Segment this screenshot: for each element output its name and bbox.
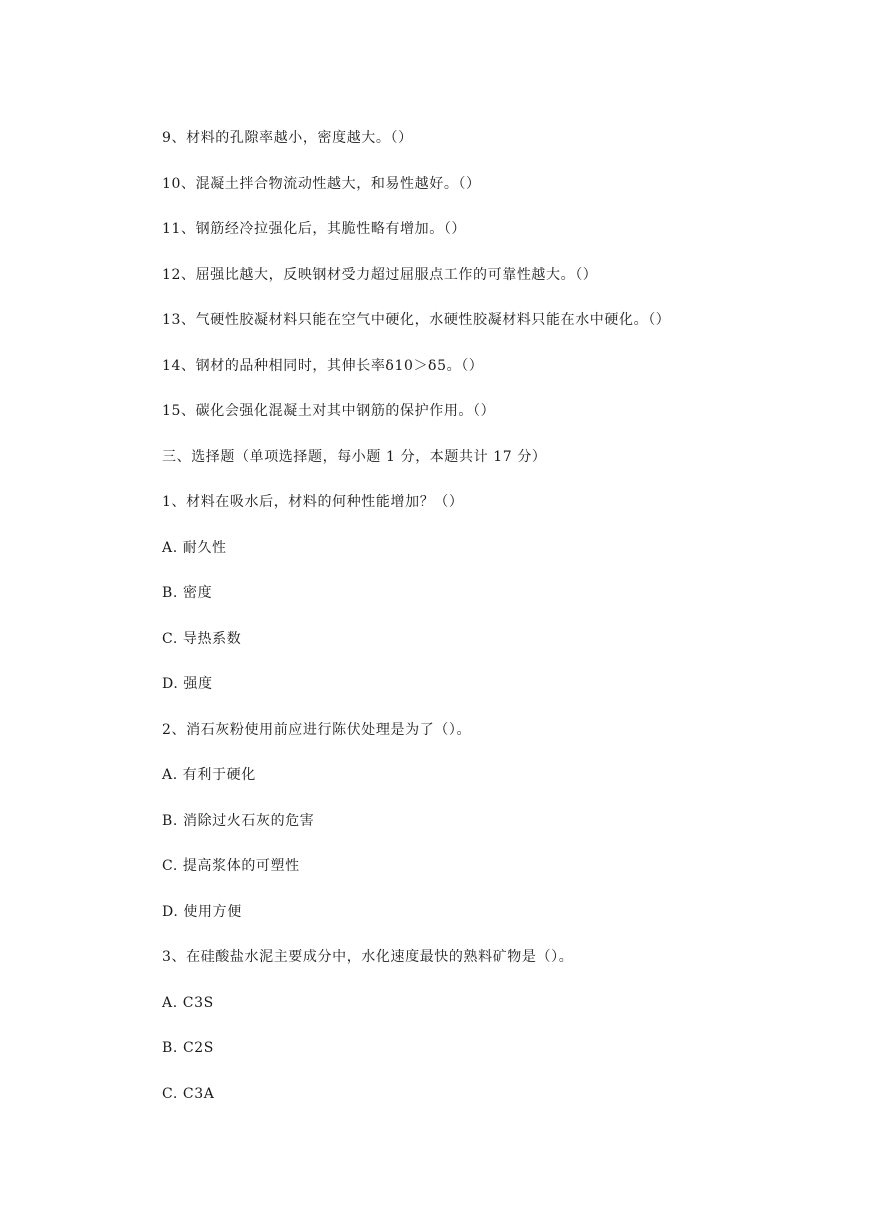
question-9: 9、材料的孔隙率越小，密度越大。（） [162,130,413,146]
choice-1-option-d: D. 强度 [162,676,213,692]
question-10: 10、混凝土拌合物流动性越大，和易性越好。（） [162,175,481,192]
question-11: 11、钢筋经冷拉强化后，其脆性略有增加。（） [162,221,467,237]
choice-3-option-c: C. C3A [162,1085,215,1102]
choice-question-1: 1、材料在吸水后，材料的何种性能增加？（） [162,494,464,510]
choice-1-option-c: C. 导热系数 [162,630,242,647]
choice-2-option-b: B. 消除过火石灰的危害 [162,812,315,829]
question-12: 12、屈强比越大，反映钢材受力超过屈服点工作的可靠性越大。（） [162,266,598,283]
choice-question-2: 2、消石灰粉使用前应进行陈伏处理是为了（）。 [162,721,472,738]
choice-2-option-d: D. 使用方便 [162,903,242,920]
question-14: 14、钢材的品种相同时，其伸长率δ10＞δ5。（） [162,357,484,374]
choice-2-option-a: A. 有利于硬化 [162,767,256,783]
section-heading-choice: 三、选择题（单项选择题，每小题 1 分，本题共计 17 分） [162,448,547,465]
question-13: 13、气硬性胶凝材料只能在空气中硬化，水硬性胶凝材料只能在水中硬化。（） [162,312,671,328]
choice-1-option-a: A. 耐久性 [162,539,227,556]
choice-1-option-b: B. 密度 [162,585,213,601]
choice-3-option-b: B. C2S [162,1040,214,1056]
choice-2-option-c: C. 提高浆体的可塑性 [162,858,300,874]
question-15: 15、碳化会强化混凝土对其中钢筋的保护作用。（） [162,403,496,419]
choice-3-option-a: A. C3S [162,994,214,1011]
choice-question-3: 3、在硅酸盐水泥主要成分中，水化速度最快的熟料矿物是（）。 [162,949,574,965]
document-content [162,127,842,1128]
